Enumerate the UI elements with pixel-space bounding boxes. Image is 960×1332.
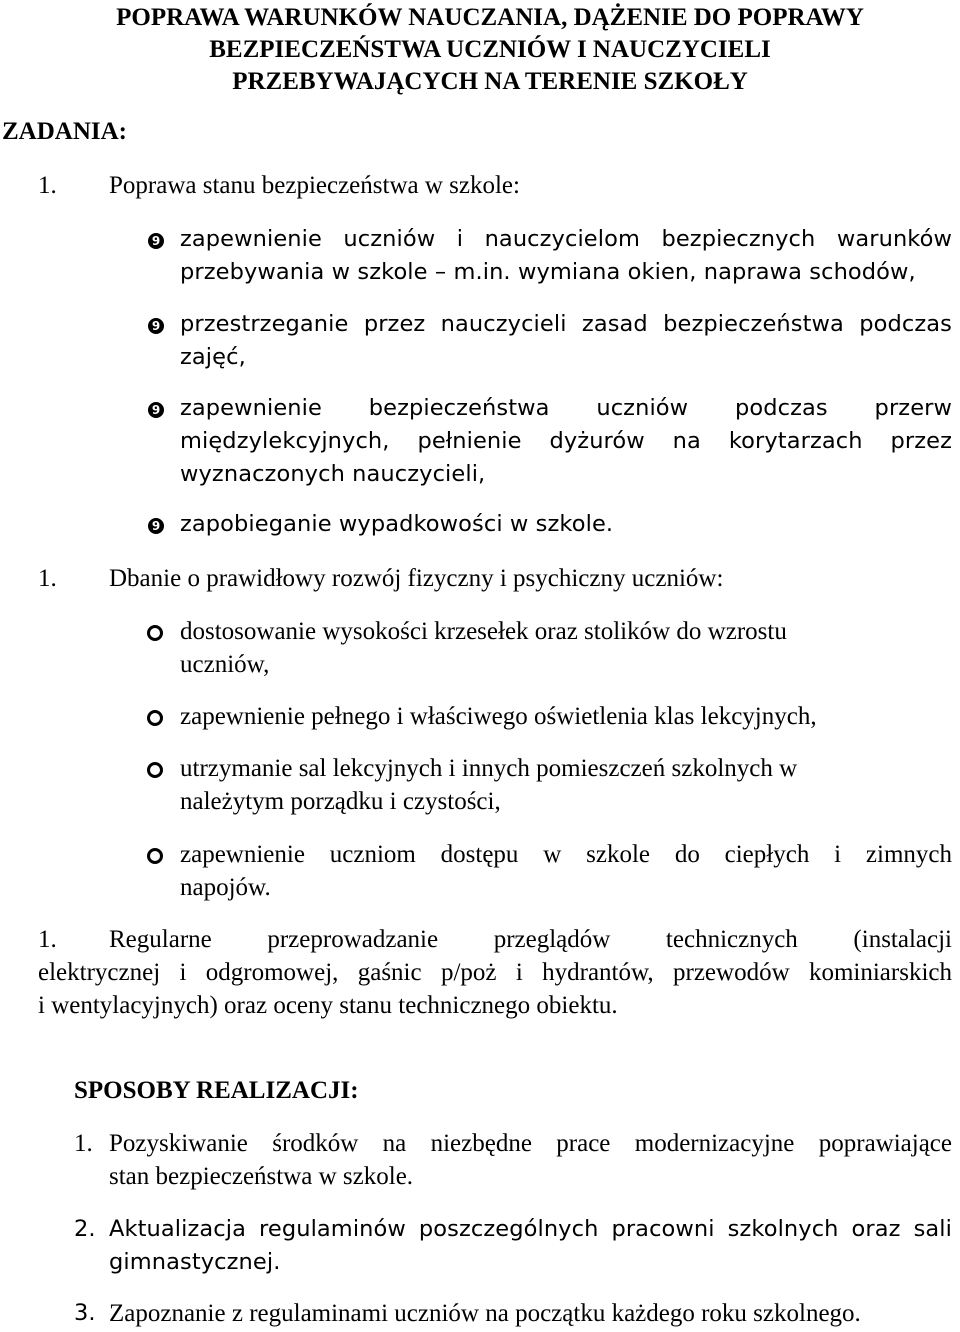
numbered-bullet-icon: 9 — [148, 402, 164, 418]
method1-line1: Pozyskiwanie środków na niezbędne prace modernizacyjne poprawiające — [109, 1130, 952, 1157]
section2-item4-line1: zapewnienie uczniom dostępu w szkole do ciepłych i zimnych — [180, 841, 952, 868]
section1-number: 1. — [38, 172, 57, 199]
section1-item3-line1: zapewnienie bezpieczeństwa uczniów podczas przerw — [180, 395, 952, 421]
section3-line3: i wentylacyjnych) oraz oceny stanu technicznego obiektu. — [38, 992, 618, 1019]
method1-line2: stan bezpieczeństwa w szkole. — [109, 1163, 414, 1190]
numbered-bullet-icon: 9 — [148, 518, 164, 534]
ring-bullet-icon — [147, 848, 163, 864]
method1-number: 1. — [74, 1130, 93, 1157]
tasks-heading: ZADANIA: — [2, 118, 127, 145]
page-title-line-3: PRZEBYWAJĄCYCH NA TERENIE SZKOŁY — [232, 68, 748, 95]
numbered-bullet-icon: 9 — [148, 233, 164, 249]
section2-item1-line1: dostosowanie wysokości krzesełek oraz stolików do wzrostu — [180, 618, 787, 645]
method3-line1: Zapoznanie z regulaminami uczniów na początku każdego roku szkolnego. — [109, 1300, 861, 1327]
section1-item3-line2: międzylekcyjnych, pełnienie dyżurów na korytarzach przez — [180, 428, 952, 454]
section3-line2: elektrycznej i odgromowej, gaśnic p/poż i hydrantów, przewodów kominiarskich — [38, 959, 952, 986]
ring-bullet-icon — [147, 762, 163, 778]
section2-item3-line2: należytym porządku i czystości, — [180, 788, 501, 815]
section1-item2-line1: przestrzeganie przez nauczycieli zasad bezpieczeństwa podczas — [180, 311, 952, 337]
section1-item1-line1: zapewnienie uczniów i nauczycielom bezpiecznych warunków — [180, 226, 952, 252]
numbered-bullet-icon: 9 — [148, 318, 164, 334]
section2-item2-line1: zapewnienie pełnego i właściwego oświetlenia klas lekcyjnych, — [180, 703, 817, 730]
section1-item4-line1: zapobieganie wypadkowości w szkole. — [180, 511, 614, 537]
section1-item2-line2: zajęć, — [180, 344, 246, 370]
section1-item3-line3: wyznaczonych nauczycieli, — [180, 461, 486, 487]
section2-item4-line2: napojów. — [180, 874, 271, 901]
section2-item3-line1: utrzymanie sal lekcyjnych i innych pomieszczeń szkolnych w — [180, 755, 798, 782]
method2-line1: Aktualizacja regulaminów poszczególnych pracowni szkolnych oraz sali — [109, 1216, 952, 1242]
section2-item1-line2: uczniów, — [180, 651, 270, 678]
section3-number: 1. — [38, 926, 57, 953]
page-title-line-1: POPRAWA WARUNKÓW NAUCZANIA, DĄŻENIE DO POPRAWY — [116, 4, 864, 31]
method2-number: 2. — [74, 1216, 96, 1242]
method3-number: 3. — [74, 1300, 96, 1326]
method2-line2: gimnastycznej. — [109, 1249, 281, 1275]
ring-bullet-icon — [147, 710, 163, 726]
section1-item1-line2: przebywania w szkole – m.in. wymiana okien, naprawa schodów, — [180, 259, 916, 285]
page-title-line-2: BEZPIECZEŃSTWA UCZNIÓW I NAUCZYCIELI — [209, 36, 771, 63]
section2-number: 1. — [38, 565, 57, 592]
section2-text: Dbanie o prawidłowy rozwój fizyczny i psychiczny uczniów: — [109, 565, 724, 592]
methods-heading: SPOSOBY REALIZACJI: — [74, 1077, 359, 1104]
ring-bullet-icon — [147, 625, 163, 641]
section1-text: Poprawa stanu bezpieczeństwa w szkole: — [109, 172, 520, 199]
section3-line1: Regularne przeprowadzanie przeglądów technicznych (instalacji — [109, 926, 952, 953]
